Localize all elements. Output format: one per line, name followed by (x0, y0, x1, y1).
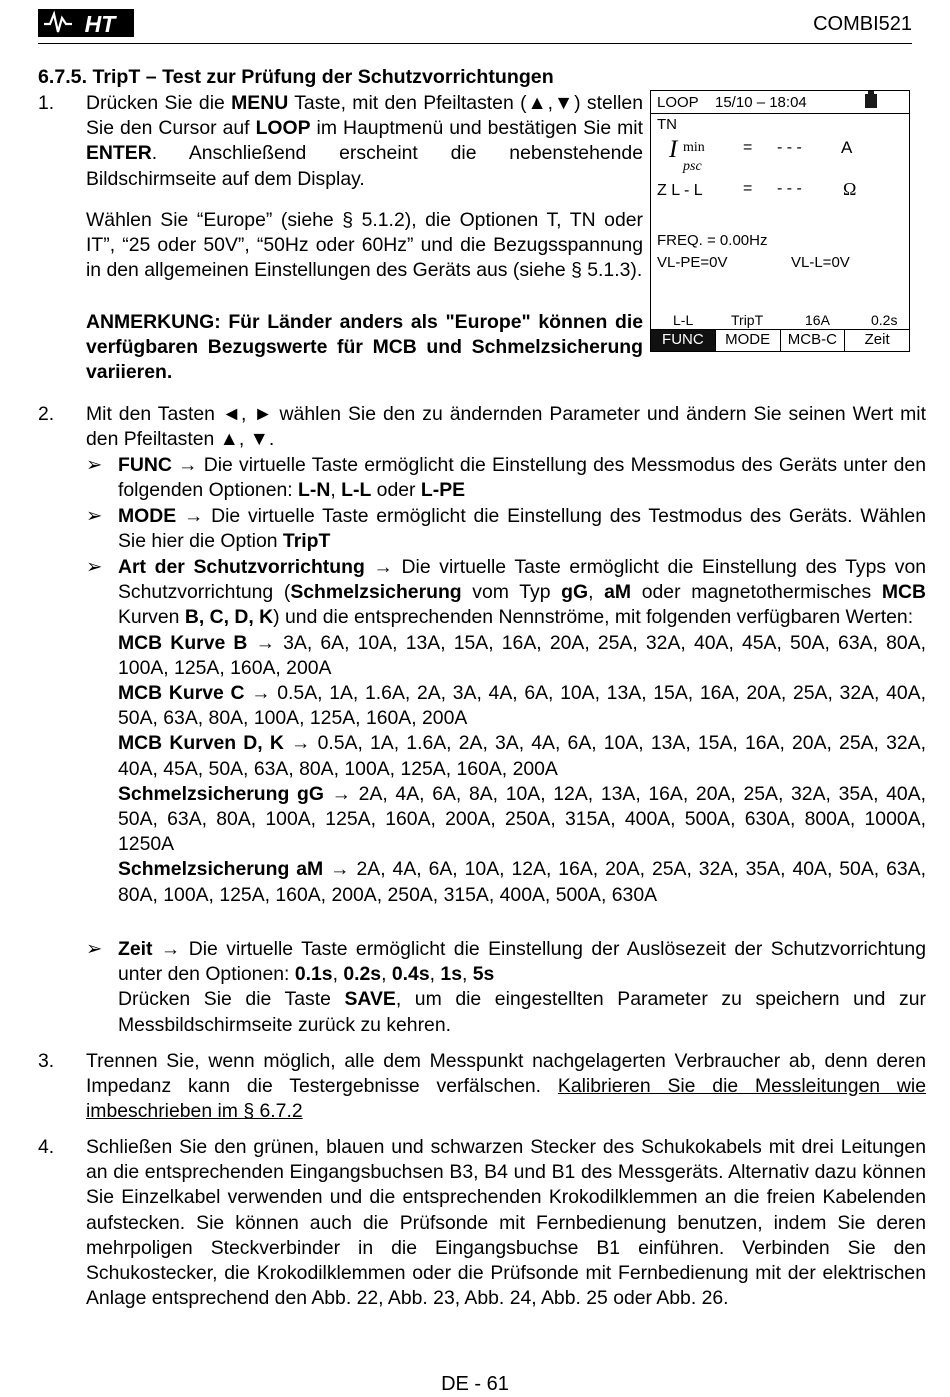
zl-value: - - - (777, 180, 802, 197)
step-3-number: 3. (38, 1050, 55, 1072)
mcb-curve-b-values: MCB Kurve B → 3A, 6A, 10A, 13A, 15A, 16A, 20A, 25A, 32A, 40A, 45A, 50A, 63A, 80A, 100A, 125A, 160A, 200A (118, 631, 926, 679)
ht-logo (38, 8, 134, 38)
protection-type-description: Art der Schutzvorrichtung → Die virtuelle Taste ermöglicht die Einstellung des Typs von Schutzvorrichtung (Schmelzsicherung vom Typ gG, aM oder magnetothermisches MCB Kurven B, C, D, K) und die entsprechenden Nennströme, mit folgenden verfügbaren Werten: MCB Kurve B → 3A, 6A, 10A, 13A, 15A, 16A, 20A, 25A, 32A, 40A, 45A, 50A, 63A, 80A, 100A, 125A, 160A, 200A MCB Kurve C → 0.5A, 1A, 1.6A, 2A, 3A, 4A, 6A, 10A, 13A, 15A, 16A, 20A, 25A, 32A, 40A, 50A, 63A, 80A, 100A, 125A, 160A, 200A MCB Kurven D, K → 0.5A, 1A, 1.6A, 2A, 3A, 4A, 6A, 10A, 13A, 15A, 16A, 20A, 25A, 32A, 40A, 45A, 50A, 63A, 80A, 100A, 125A, 160A, 200A Schmelzsicherung gG → 2A, 4A, 6A, 8A, 10A, 12A, 13A, 16A, 20A, 25A, 32A, 35A, 40A, 50A, 63A, 80A, 100A, 125A, 160A, 200A, 250A, 315A, 400A, 500A, 630A, 800A, 1000A, 1250A Schmelzsicherung aM → 2A, 4A, 6A, 10A, 12A, 16A, 20A, 25A, 32A, 35A, 40A, 50A, 63A, 80A, 100A, 125A, 160A, 200A, 250A, 315A, 400A, 500A, 630A (118, 555, 926, 908)
save-instruction: Drücken Sie die Taste SAVE, um die eingestellten Parameter zu speichern und zur Messbildschirmseite zurück zu kehren. (118, 988, 926, 1036)
bullet-icon: ➢ (86, 454, 103, 476)
section-title: 6.7.5. TripT – Test zur Prüfung der Schutzvorrichtungen (38, 66, 554, 88)
battery-icon (865, 94, 877, 108)
bullet-icon: ➢ (86, 938, 103, 960)
ipsc-symbol: I (669, 136, 678, 163)
mode-description: MODE → Die virtuelle Taste ermöglicht die Einstellung des Testmodus des Geräts. Wählen Sie hier die Option TripT (118, 505, 926, 553)
step-2-number: 2. (38, 403, 55, 425)
step-4-number: 4. (38, 1136, 55, 1158)
display-divider (651, 113, 909, 114)
param-current: 16A (805, 312, 830, 328)
step-2-intro: Mit den Tasten ◄, ► wählen Sie den zu ändernden Parameter und ändern Sie seinen Wert mit den Pfeiltasten ▲, ▼. (86, 403, 926, 451)
step-4-text: Schließen Sie den grünen, blauen und schwarzen Stecker des Schukokabels mit drei Leitungen an die entsprechenden Eingangsbuchsen B3, B4 und B1 des Messgeräts. Alternativ dazu können Sie Einzelkabel verwenden und die entsprechenden Krokodilklemmen an die freien Kabelenden aufstecken. Sie können auch die Prüfsonde mit Fernbedienung benutzen, indem Sie deren mehrpoligen Steckverbinder in die Eingangsbuchse B1 einführen. Verbinden Sie den Schukostecker, die Krokodilklemmen oder die Prüfsonde mit Fernbedienung mit der elektrischen Anlage entsprechend den Abb. 22, Abb. 23, Abb. 24, Abb. 25 oder Abb. 26. (86, 1136, 926, 1310)
bullet-icon: ➢ (86, 505, 103, 527)
fuse-gg-values: Schmelzsicherung gG → 2A, 4A, 6A, 8A, 10A, 12A, 13A, 16A, 20A, 25A, 32A, 35A, 40A, 50A, 63A, 80A, 100A, 125A, 160A, 200A, 250A, 315A, 400A, 500A, 630A, 800A, 1000A, 1250A (118, 782, 927, 856)
calibration-reference-link[interactable]: Kalibrieren Sie die Messleitungen wie imbeschrieben im § 6.7.2 (86, 1075, 926, 1123)
step-3-text: Trennen Sie, wenn möglich, alle dem Messpunkt nachgelagerten Verbraucher ab, denn deren Impedanz kann die Testergebnisse verfälschen. Kalibrieren Sie die Messleitungen wie imbeschrieben im § 6.7.2 (86, 1050, 926, 1123)
step-1-text: Drücken Sie die MENU Taste, mit den Pfeiltasten (▲,▼) stellen Sie den Cursor auf LOOP im Hauptmenü und bestätigen Sie mit ENTER. Anschließend erscheint die nebenstehende Bildschirmseite auf dem Display. (86, 92, 643, 190)
func-key[interactable]: FUNC (651, 330, 715, 351)
ipsc-superscript: min (683, 140, 705, 155)
frequency-readout: FREQ. = 0.00Hz (657, 232, 768, 249)
func-description: FUNC → Die virtuelle Taste ermöglicht die Einstellung des Messmodus des Geräts unter den folgenden Optionen: L-N, L-L oder L-PE (118, 454, 926, 502)
protection-key[interactable]: MCB-C (780, 330, 845, 351)
step-1-note: ANMERKUNG: Für Länder anders als "Europe" können die verfügbaren Bezugswerte für MCB und Schmelzsicherung variieren. (86, 311, 643, 384)
display-datetime: 15/10 – 18:04 (715, 94, 807, 111)
bullet-icon: ➢ (86, 556, 103, 578)
time-description: Zeit → Die virtuelle Taste ermöglicht die Einstellung der Auslösezeit der Schutzvorrichtung unter den Optionen: 0.1s, 0.2s, 0.4s, 1s, 5s Drücken Sie die Taste SAVE, um die eingestellten Parameter zu speichern und zur Messbildschirmseite zurück zu kehren. (118, 937, 926, 1038)
voltage-ll-readout: VL-L=0V (791, 254, 850, 271)
display-system: TN (657, 116, 677, 133)
voltage-pe-readout: VL-PE=0V (657, 254, 728, 271)
step-1-number: 1. (38, 92, 55, 114)
ipsc-equals: = (743, 139, 753, 156)
instrument-display (650, 90, 910, 352)
ipsc-subscript: psc (683, 159, 702, 174)
page-number: DE - 61 (441, 1373, 509, 1395)
mcb-curve-c-values: MCB Kurve C → 0.5A, 1A, 1.6A, 2A, 3A, 4A, 6A, 10A, 13A, 15A, 16A, 20A, 25A, 32A, 40A, 50A, 63A, 80A, 100A, 125A, 160A, 200A (118, 682, 927, 730)
param-time: 0.2s (871, 312, 898, 328)
zl-equals: = (743, 180, 753, 197)
time-key[interactable]: Zeit (844, 330, 909, 351)
header-divider (38, 43, 912, 44)
param-function: L-L (673, 312, 694, 328)
step-1-settings-text: Wählen Sie “Europe” (siehe § 5.1.2), die Optionen T, TN oder IT”, “25 oder 50V”, “50Hz oder 60Hz” und die Bezugsspannung in den allgemeinen Einstellungen des Geräts aus (siehe § 5.1.3). (86, 209, 643, 282)
function-key-bar (651, 329, 909, 351)
zl-unit: Ω (843, 179, 857, 199)
fuse-am-values: Schmelzsicherung aM → 2A, 4A, 6A, 10A, 12A, 16A, 20A, 25A, 32A, 35A, 40A, 50A, 63A, 80A, 100A, 125A, 160A, 200A, 250A, 315A, 400A, 500A, 630A (118, 858, 926, 906)
ipsc-unit: A (841, 138, 853, 157)
zl-label: Z L - L (657, 182, 703, 199)
mode-key[interactable]: MODE (715, 330, 780, 351)
ipsc-value: - - - (777, 139, 802, 156)
document-code: COMBI521 (813, 13, 912, 35)
display-mode: LOOP (657, 94, 699, 111)
mcb-curve-dk-values: MCB Kurven D, K → 0.5A, 1A, 1.6A, 2A, 3A, 4A, 6A, 10A, 13A, 15A, 16A, 20A, 25A, 32A, 40A, 45A, 50A, 63A, 80A, 100A, 125A, 160A, 200A (118, 732, 926, 780)
logo-text: HT (84, 11, 116, 37)
param-mode: TripT (731, 312, 764, 328)
